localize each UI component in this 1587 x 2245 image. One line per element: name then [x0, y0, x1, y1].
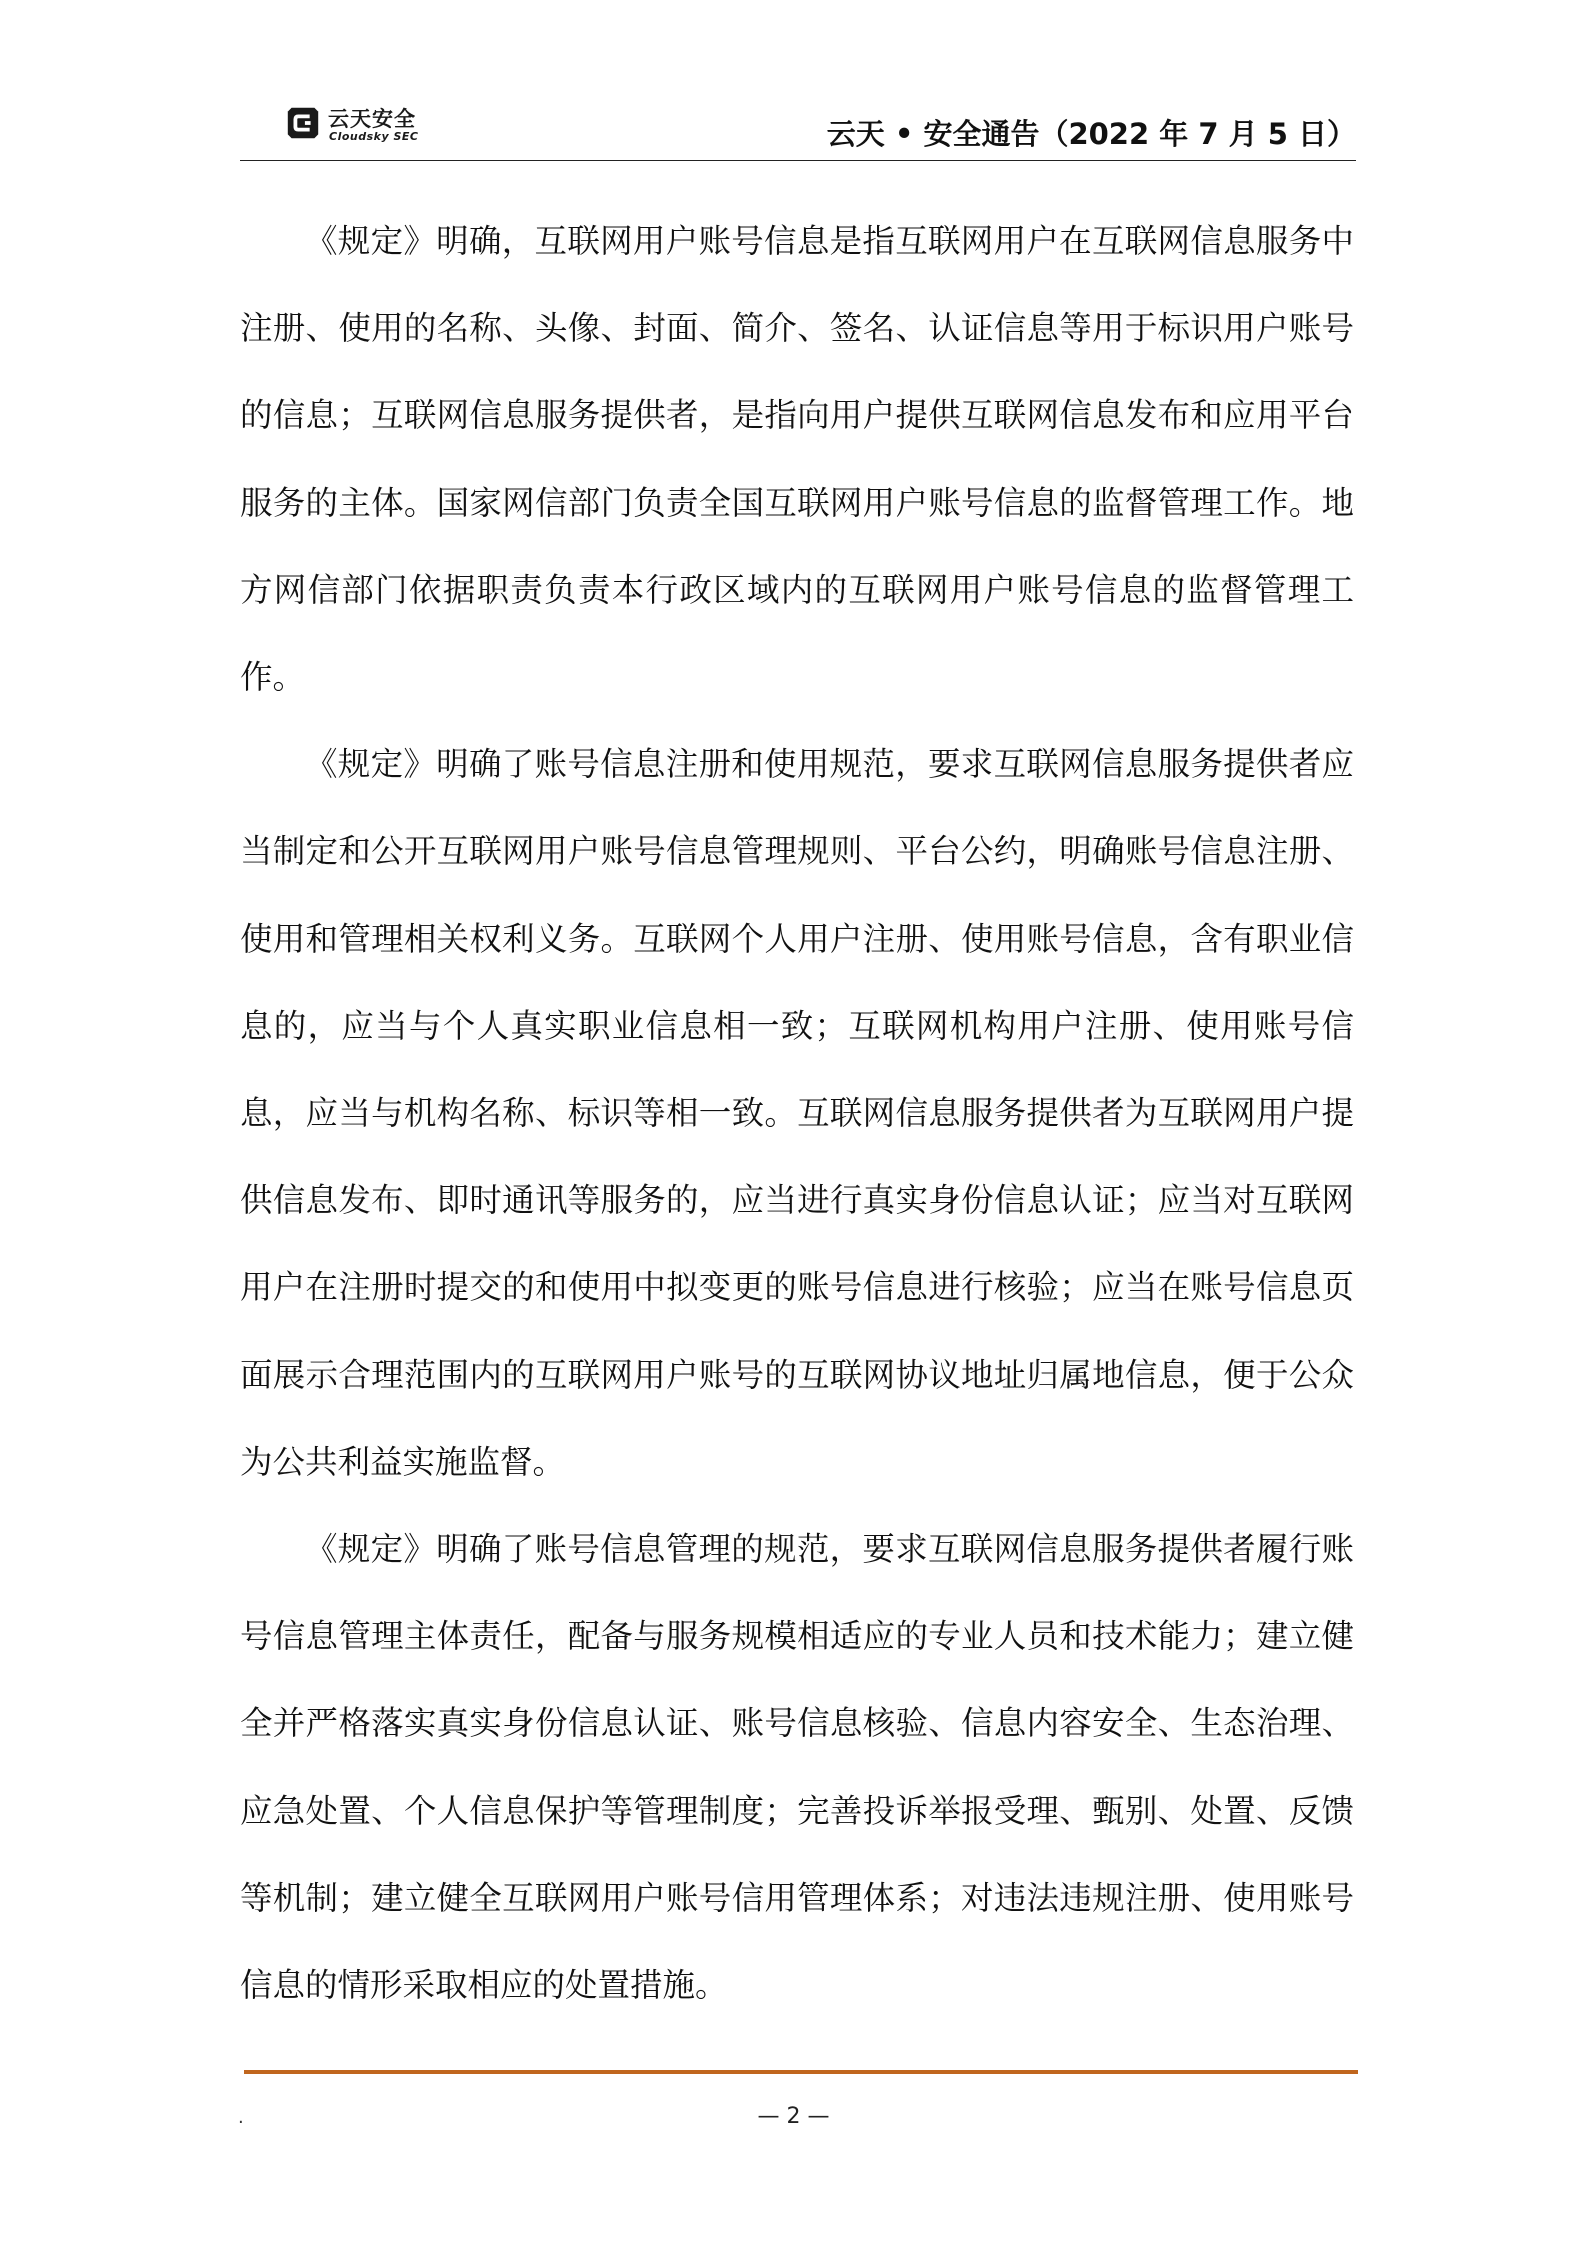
- document-body: [240, 198, 1354, 2029]
- logo-english-name: Cloudsky SEC: [329, 130, 419, 143]
- footer-dot: .: [238, 2107, 244, 2128]
- logo-chinese-name: 云天安全: [328, 107, 416, 131]
- footer-divider: [244, 2070, 1358, 2074]
- paragraph-registration-rules: 《规定》明确了账号信息注册和使用规范，要求互联网信息服务提供者应当制定和公开互联网用户账号信息管理规则、平台公约，明确账号信息注册、使用和管理相关权利义务。互联网个人用户注册、使用账号信息，含有职业信息的，应当与个人真实职业信息相一致；互联网机构用户注册、使用账号信息，应当与机构名称、标识等相一致。互联网信息服务提供者为互联网用户提供信息发布、即时通讯等服务的，应当进行真实身份信息认证；应当对互联网用户在注册时提交的和使用中拟变更的账号信息进行核验；应当在账号信息页面展示合理范围内的互联网用户账号的互联网协议地址归属地信息，便于公众为公共利益实施监督。: [240, 745, 1354, 1481]
- paragraph-definitions: 《规定》明确，互联网用户账号信息是指互联网用户在互联网信息服务中注册、使用的名称、头像、封面、简介、签名、认证信息等用于标识用户账号的信息；互联网信息服务提供者，是指向用户提供互联网信息发布和应用平台服务的主体。国家网信部门负责全国互联网用户账号信息的监督管理工作。地方网信部门依据职责负责本行政区域内的互联网用户账号信息的监督管理工作。: [240, 222, 1354, 697]
- bulletin-title: 云天 • 安全通告（2022 年 7 月 5 日）: [826, 117, 1356, 151]
- page-header: [240, 92, 1356, 162]
- company-logo: [284, 100, 444, 152]
- page-number: — 2 —: [757, 2104, 830, 2129]
- cloudsky-logo-icon: [284, 104, 322, 142]
- header-divider: [240, 160, 1356, 161]
- paragraph-management-rules: 《规定》明确了账号信息管理的规范，要求互联网信息服务提供者履行账号信息管理主体责任，配备与服务规模相适应的专业人员和技术能力；建立健全并严格落实真实身份信息认证、账号信息核验、信息内容安全、生态治理、应急处置、个人信息保护等管理制度；完善投诉举报受理、甄别、处置、反馈等机制；建立健全互联网用户账号信用管理体系；对违法违规注册、使用账号信息的情形采取相应的处置措施。: [240, 1530, 1354, 2005]
